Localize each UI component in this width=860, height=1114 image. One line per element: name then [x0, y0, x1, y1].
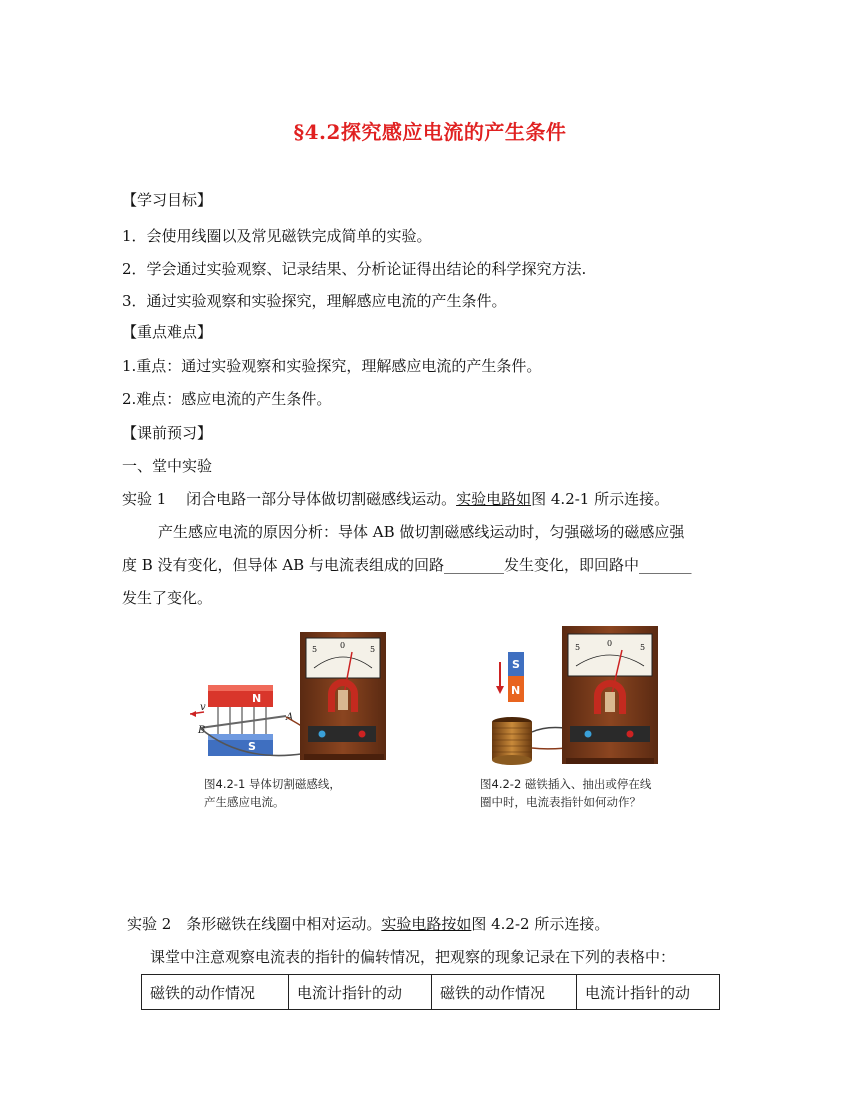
exp2-tail: 图 4.2-2 所示连接。	[471, 915, 610, 933]
observation-table	[141, 974, 720, 1010]
exp1-tail: 图 4.2-1 所示连接。	[531, 490, 670, 508]
scale-right: 5	[370, 645, 376, 654]
terminal-base	[308, 726, 376, 742]
label-v: v	[200, 702, 206, 713]
figure-4-2-2	[484, 622, 660, 768]
fig2-caption-line2: 圈中时，电流表指针如何动作？	[480, 795, 641, 809]
blank-1: ________	[443, 556, 504, 574]
exp2-para: 课堂中注意观察电流表的指针的偏转情况，把观察的现象记录在下列的表格中：	[150, 948, 676, 966]
exp1-para-line3: 发生了变化。	[122, 589, 213, 607]
magnet-s-label: S	[248, 740, 256, 753]
bar-magnet-n-label: N	[511, 684, 521, 697]
exp2-lead: 实验 2 条形磁铁在线圈中相对运动。	[127, 915, 382, 933]
table-header-cell: 磁铁的动作情况	[432, 975, 577, 1010]
part1-heading: 一、堂中实验	[122, 457, 213, 475]
goals-header: 【学习目标】	[122, 191, 213, 209]
conductor-ab	[200, 716, 286, 728]
preview-header: 【课前预习】	[122, 424, 213, 442]
scale-right-2: 5	[640, 643, 646, 652]
exp1-underlined: 实验电路如	[456, 490, 532, 508]
page-title: §4.2探究感应电流的产生条件	[293, 120, 567, 144]
key-item-2: 2.难点：感应电流的产生条件。	[122, 390, 332, 408]
scale-left: 5	[312, 645, 318, 654]
magnet-n-label: N	[252, 692, 262, 705]
exp1-para-line1: 产生感应电流的原因分析：导体 AB 做切割磁感线运动时，匀强磁场的磁感应强	[158, 523, 685, 541]
table-header-cell: 磁铁的动作情况	[142, 975, 289, 1010]
exp1-para-line2-a: 度 B 没有变化，但导体 AB 与电流表组成的回路	[122, 556, 444, 574]
table-header-cell: 电流计指针的动	[577, 975, 720, 1010]
exp1-para-line2	[122, 555, 691, 575]
fig2-caption-line1: 图4.2-2 磁铁插入、抽出或停在线	[480, 777, 652, 791]
exp2-heading	[127, 914, 609, 934]
blank-2: _______	[638, 556, 692, 574]
label-b: B	[198, 725, 206, 736]
terminal-base-2	[570, 726, 650, 742]
exp1-para-line2-b: 发生变化，即回路中	[503, 556, 639, 574]
fig1-caption-line2: 产生感应电流。	[204, 795, 285, 809]
table-row	[142, 975, 720, 1010]
table-header-cell: 电流计指针的动	[289, 975, 432, 1010]
scale-center: 0	[340, 641, 346, 650]
bar-magnet-s-label: S	[512, 658, 520, 671]
exp2-underlined: 实验电路按如	[381, 915, 472, 933]
scale-center-2: 0	[607, 639, 613, 648]
label-a: A	[286, 712, 294, 723]
exp1-heading	[122, 489, 669, 509]
goal-item-3: 3．通过实验观察和实验探究，理解感应电流的产生条件。	[122, 292, 507, 310]
exp1-lead: 实验 1 闭合电路一部分导体做切割磁感线运动。	[122, 490, 457, 508]
key-item-1: 1.重点：通过实验观察和实验探究，理解感应电流的产生条件。	[122, 357, 542, 375]
scale-left-2: 5	[575, 643, 581, 652]
figure-4-2-1	[190, 630, 390, 766]
goal-item-2: 2．学会通过实验观察、记录结果、分析论证得出结论的科学探究方法.	[122, 260, 587, 278]
key-header: 【重点难点】	[122, 323, 213, 341]
fig1-caption-line1: 图4.2-1 导体切割磁感线，	[204, 777, 341, 791]
goal-item-1: 1．会使用线圈以及常见磁铁完成简单的实验。	[122, 227, 432, 245]
